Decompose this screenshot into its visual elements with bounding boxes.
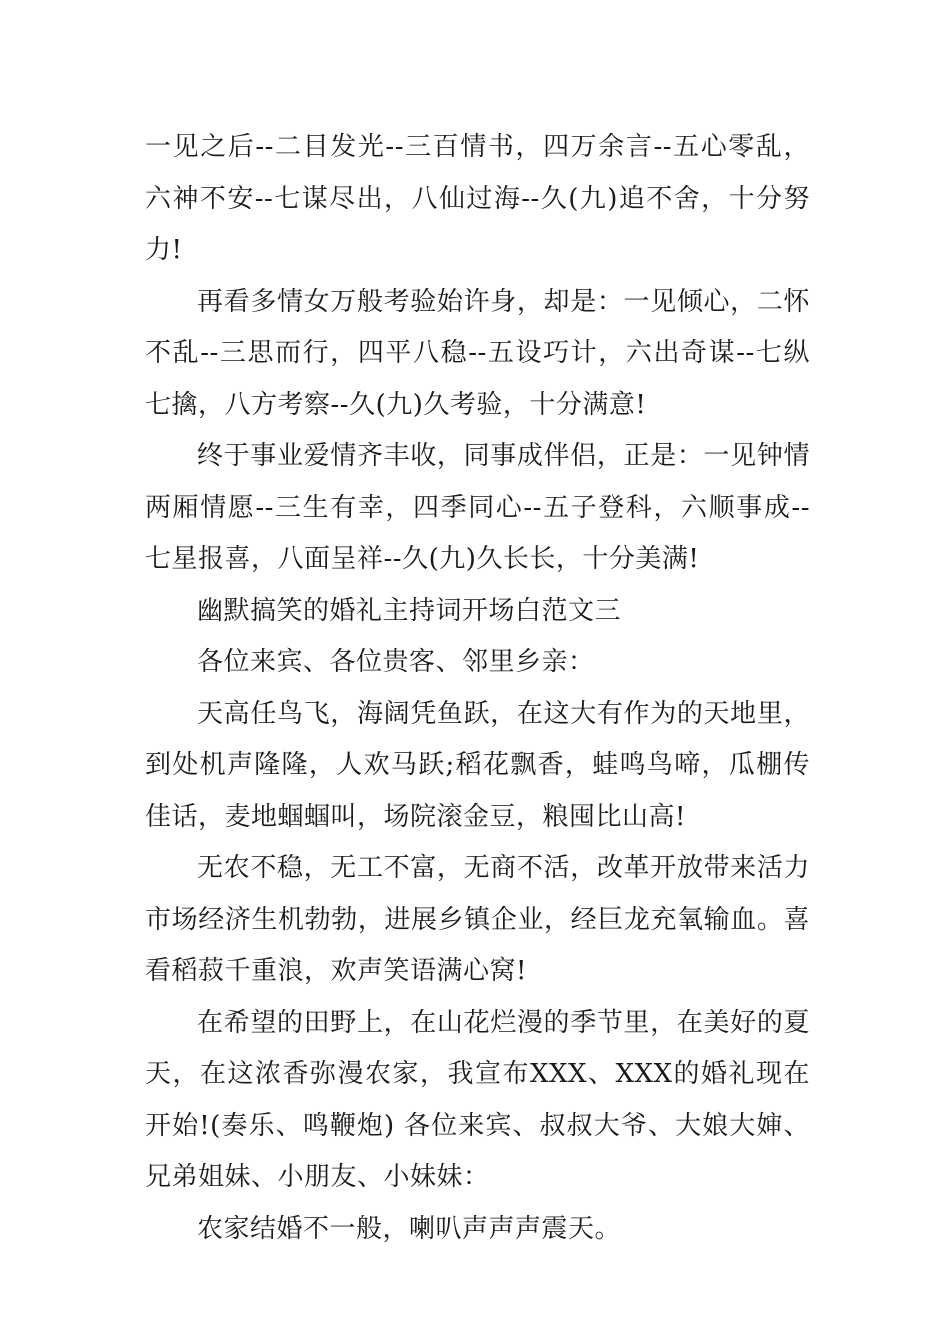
paragraph: 农家结婚不一般，喇叭声声声震天。 <box>197 1213 622 1244</box>
paragraph-salutation: 各位来宾、各位贵客、邻里乡亲： <box>197 647 595 677</box>
paragraph-continuation: 一见之后--二目发光--三百情书，四万余言--五心零乱，六神不安--七谋尽出，八仙过海--久(九)追不舍，十分努力! <box>145 132 810 265</box>
document-body <box>145 122 810 1255</box>
paragraph: 无农不稳，无工不富，无商不活，改革开放带来活力市场经济生机勃勃，进展乡镇企业，经巨龙充氧输血。喜看稻菽千重浪，欢声笑语满心窝! <box>145 853 810 986</box>
paragraph: 在希望的田野上，在山花烂漫的季节里，在美好的夏天，在这浓香弥漫农家，我宣布XXX、XXX的婚礼现在开始!(奏乐、鸣鞭炮) 各位来宾、叔叔大爷、大娘大婶、兄弟姐妹、小朋友、小妹妹： <box>145 1007 810 1192</box>
paragraph: 再看多情女万般考验始许身，却是：一见倾心，二怀不乱--三思而行，四平八稳--五设巧计，六出奇谋--七纵七擒，八方考察--久(九)久考验，十分满意! <box>145 286 810 420</box>
section-heading: 幽默搞笑的婚礼主持词开场白范文三 <box>197 595 622 626</box>
paragraph: 终于事业爱情齐丰收，同事成伴侣，正是：一见钟情两厢情愿--三生有幸，四季同心--五子登科，六顺事成--七星报喜，八面呈祥--久(九)久长长，十分美满! <box>145 441 810 574</box>
paragraph: 天高任鸟飞，海阔凭鱼跃，在这大有作为的天地里，到处机声隆隆，人欢马跃;稻花飘香，蛙鸣鸟啼，瓜棚传佳话，麦地蝈蝈叫，场院滚金豆，粮囤比山高! <box>145 698 810 832</box>
